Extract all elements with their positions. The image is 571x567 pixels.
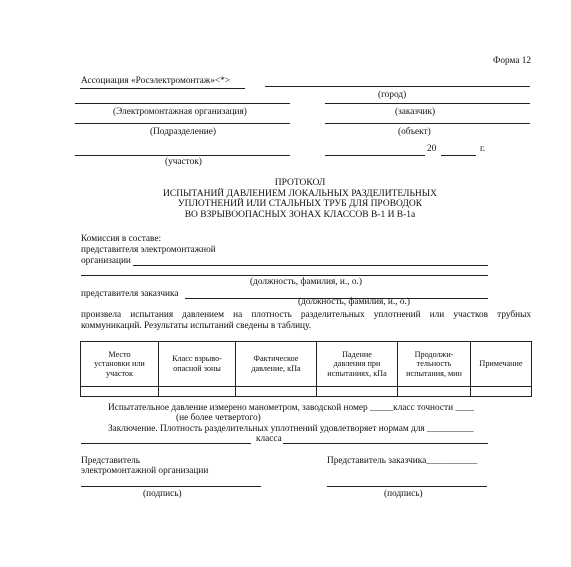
class-line-2 <box>283 443 488 444</box>
title-line-1: ПРОТОКОЛ <box>274 178 326 188</box>
pressure-note: (не более четвертого) <box>176 413 261 423</box>
commission-text-1: произвела испытания давлением на плотность разделительных уплотнений или участков трубных <box>81 310 531 320</box>
table-row <box>81 387 532 397</box>
rep-org-line-2 <box>81 275 488 276</box>
sign-label-left: (подпись) <box>143 489 182 499</box>
col-actual-pressure: Фактическое давление, кПа <box>236 342 317 387</box>
title-line-3: УПЛОТНЕНИЙ ИЛИ СТАЛЬНЫХ ТРУБ ДЛЯ ПРОВОДОК <box>177 199 423 210</box>
col-location: Место установки или участок <box>81 342 159 387</box>
org-label: (Электромонтажная организация) <box>113 107 247 117</box>
form-number: Форма 12 <box>493 56 532 66</box>
col-pressure-drop: Падение давления при испытаниях, кПа <box>317 342 398 387</box>
commission-intro: Комиссия в составе: <box>81 234 162 244</box>
rep-customer-text: представителя заказчика <box>81 289 179 299</box>
sign-label-right: (подпись) <box>384 489 423 499</box>
col-zone-class: Класс взрыво- опасной зоны <box>159 342 236 387</box>
section-label: (участок) <box>165 157 202 167</box>
object-line <box>325 123 530 124</box>
table-header-row <box>81 342 532 387</box>
org-line <box>75 103 290 104</box>
date-year-line <box>441 155 476 156</box>
table-cell[interactable] <box>159 387 236 397</box>
division-line <box>75 123 290 124</box>
rep-org-text-2: организации <box>81 256 131 266</box>
position-hint-1: (должность, фамилия, и., о.) <box>250 277 362 287</box>
table-cell[interactable] <box>471 387 532 397</box>
association-underline <box>80 88 245 89</box>
object-label: (объект) <box>398 127 431 137</box>
signature-line-left <box>81 486 261 487</box>
date-year: 20 <box>427 144 437 154</box>
rep-org-sig-2: электромонтажной организации <box>81 466 209 476</box>
date-day-line <box>325 155 425 156</box>
rep-org-line <box>133 265 488 266</box>
pressure-text: Испытательное давление измерено манометром, заводской номер _____класс точности ____ <box>108 403 474 413</box>
rep-cust-sig: Представитель заказчика___________ <box>327 456 478 466</box>
signature-line-right <box>327 486 487 487</box>
title-line-2: ИСПЫТАНИЙ ДАВЛЕНИЕМ ЛОКАЛЬНЫХ РАЗДЕЛИТЕЛЬНЫХ <box>163 188 437 199</box>
class-line <box>81 443 251 444</box>
city-line <box>265 86 530 87</box>
title-line-4: ВО ВЗРЫВООПАСНЫХ ЗОНАХ КЛАССОВ В-1 И В-1а <box>184 209 416 220</box>
conclusion-text: Заключение. Плотность разделительных уплотнений удовлетворяет нормам для __________ <box>108 424 474 434</box>
protocol-title <box>120 178 480 220</box>
table-cell[interactable] <box>81 387 159 397</box>
table-cell[interactable] <box>236 387 317 397</box>
association-name: Ассоциация «Росэлектромонтаж»<*> <box>81 76 231 86</box>
col-duration: Продолжи- тельность испытания, мин <box>398 342 471 387</box>
customer-line <box>325 103 530 104</box>
position-hint-2: (должность, фамилия, и., о.) <box>298 297 410 307</box>
class-label: класса <box>256 434 282 444</box>
commission-text-2: коммуникаций. Результаты испытаний сведены в таблицу. <box>81 321 312 331</box>
rep-org-sig-1: Представитель <box>81 456 140 466</box>
section-line <box>75 155 290 156</box>
table-cell[interactable] <box>317 387 398 397</box>
col-note: Примечание <box>471 342 532 387</box>
city-label: (город) <box>378 90 407 100</box>
rep-org-text-1: представителя электромонтажной <box>81 245 216 255</box>
table-cell[interactable] <box>398 387 471 397</box>
results-table <box>80 341 532 397</box>
division-label: (Подразделение) <box>150 127 216 137</box>
customer-label: (заказчик) <box>395 107 436 117</box>
date-suffix: г. <box>480 144 486 154</box>
